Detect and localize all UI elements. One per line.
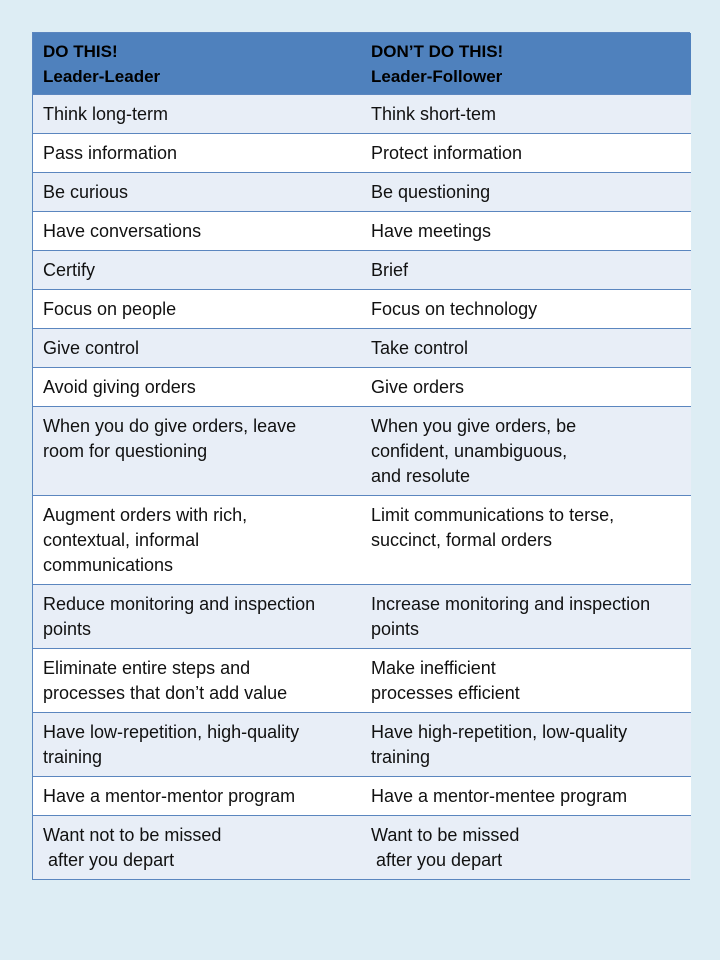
header-row bbox=[33, 33, 691, 95]
cell-dont-do-this bbox=[361, 134, 691, 173]
cell-text-line: after you depart bbox=[43, 850, 175, 870]
cell-text-line: When you do give orders, leave bbox=[43, 416, 297, 436]
table-row bbox=[33, 290, 691, 329]
cell-do-this bbox=[33, 816, 361, 880]
cell-text-line: Avoid giving orders bbox=[43, 377, 196, 397]
cell-text-line: Have high-repetition, low-quality bbox=[371, 722, 628, 742]
cell-text-line: points bbox=[43, 619, 92, 639]
cell-text-line: Pass information bbox=[43, 143, 178, 163]
cell-do-this bbox=[33, 407, 361, 496]
cell-text-line: Think long-term bbox=[43, 104, 169, 124]
table-row bbox=[33, 585, 691, 649]
header-do-title: DO THIS! bbox=[43, 42, 118, 61]
cell-do-this bbox=[33, 95, 361, 134]
cell-text-line: confident, unambiguous, bbox=[371, 441, 568, 461]
cell-do-this bbox=[33, 496, 361, 585]
comparison-table-wrapper bbox=[32, 32, 690, 880]
table-row bbox=[33, 649, 691, 713]
cell-text-line: Have a mentor-mentor program bbox=[43, 786, 296, 806]
table-row bbox=[33, 329, 691, 368]
cell-text-line: Certify bbox=[43, 260, 96, 280]
header-dont-title: DON’T DO THIS! bbox=[371, 42, 504, 61]
cell-text-line: Be curious bbox=[43, 182, 129, 202]
table-row bbox=[33, 95, 691, 134]
cell-dont-do-this bbox=[361, 816, 691, 880]
cell-text-line: points bbox=[371, 619, 420, 639]
cell-text-line: Reduce monitoring and inspection bbox=[43, 594, 316, 614]
cell-text-line: training bbox=[371, 747, 431, 767]
cell-do-this bbox=[33, 777, 361, 816]
cell-text-line: processes that don’t add value bbox=[43, 683, 288, 703]
cell-text-line: succinct, formal orders bbox=[371, 530, 553, 550]
cell-do-this bbox=[33, 290, 361, 329]
cell-do-this bbox=[33, 329, 361, 368]
cell-text-line: Have meetings bbox=[371, 221, 492, 241]
cell-do-this bbox=[33, 585, 361, 649]
table-row bbox=[33, 251, 691, 290]
cell-text-line: communications bbox=[43, 555, 174, 575]
table-row bbox=[33, 173, 691, 212]
cell-text-line: Augment orders with rich, bbox=[43, 505, 248, 525]
table-row bbox=[33, 368, 691, 407]
cell-text-line: contextual, informal bbox=[43, 530, 200, 550]
table-row bbox=[33, 212, 691, 251]
cell-dont-do-this bbox=[361, 95, 691, 134]
table-body bbox=[33, 95, 691, 880]
cell-dont-do-this bbox=[361, 713, 691, 777]
cell-text-line: Eliminate entire steps and bbox=[43, 658, 251, 678]
cell-text-line: Make inefficient bbox=[371, 658, 496, 678]
header-dont-subtitle: Leader-Follower bbox=[371, 67, 503, 86]
cell-text-line: Be questioning bbox=[371, 182, 491, 202]
cell-do-this bbox=[33, 212, 361, 251]
cell-dont-do-this bbox=[361, 368, 691, 407]
cell-text-line: Have low-repetition, high-quality bbox=[43, 722, 300, 742]
cell-text-line: Have a mentor-mentee program bbox=[371, 786, 628, 806]
cell-dont-do-this bbox=[361, 251, 691, 290]
cell-text-line: Protect information bbox=[371, 143, 523, 163]
header-dont-do-this bbox=[361, 33, 691, 95]
cell-text-line: Increase monitoring and inspection bbox=[371, 594, 651, 614]
cell-text-line: Take control bbox=[371, 338, 469, 358]
cell-text-line: training bbox=[43, 747, 103, 767]
comparison-table bbox=[33, 33, 691, 879]
cell-text-line: Focus on technology bbox=[371, 299, 538, 319]
cell-do-this bbox=[33, 173, 361, 212]
cell-text-line: after you depart bbox=[371, 850, 503, 870]
cell-do-this bbox=[33, 649, 361, 713]
cell-text-line: Have conversations bbox=[43, 221, 202, 241]
cell-text-line: Focus on people bbox=[43, 299, 177, 319]
cell-dont-do-this bbox=[361, 496, 691, 585]
table-row bbox=[33, 713, 691, 777]
cell-text-line: Limit communications to terse, bbox=[371, 505, 615, 525]
cell-text-line: Brief bbox=[371, 260, 409, 280]
table-row bbox=[33, 496, 691, 585]
cell-text-line: Want not to be missed bbox=[43, 825, 222, 845]
table-row bbox=[33, 134, 691, 173]
cell-dont-do-this bbox=[361, 777, 691, 816]
cell-do-this bbox=[33, 368, 361, 407]
table-row bbox=[33, 816, 691, 880]
table-row bbox=[33, 407, 691, 496]
cell-text-line: and resolute bbox=[371, 466, 471, 486]
header-do-this bbox=[33, 33, 361, 95]
cell-dont-do-this bbox=[361, 407, 691, 496]
cell-dont-do-this bbox=[361, 290, 691, 329]
cell-dont-do-this bbox=[361, 329, 691, 368]
cell-text-line: processes efficient bbox=[371, 683, 520, 703]
cell-text-line: room for questioning bbox=[43, 441, 208, 461]
table-row bbox=[33, 777, 691, 816]
cell-do-this bbox=[33, 251, 361, 290]
cell-text-line: Give orders bbox=[371, 377, 465, 397]
cell-do-this bbox=[33, 134, 361, 173]
cell-dont-do-this bbox=[361, 212, 691, 251]
header-do-subtitle: Leader-Leader bbox=[43, 67, 161, 86]
cell-text-line: When you give orders, be bbox=[371, 416, 577, 436]
cell-dont-do-this bbox=[361, 173, 691, 212]
cell-dont-do-this bbox=[361, 585, 691, 649]
cell-dont-do-this bbox=[361, 649, 691, 713]
cell-text-line: Think short-tem bbox=[371, 104, 497, 124]
cell-do-this bbox=[33, 713, 361, 777]
cell-text-line: Want to be missed bbox=[371, 825, 520, 845]
cell-text-line: Give control bbox=[43, 338, 140, 358]
